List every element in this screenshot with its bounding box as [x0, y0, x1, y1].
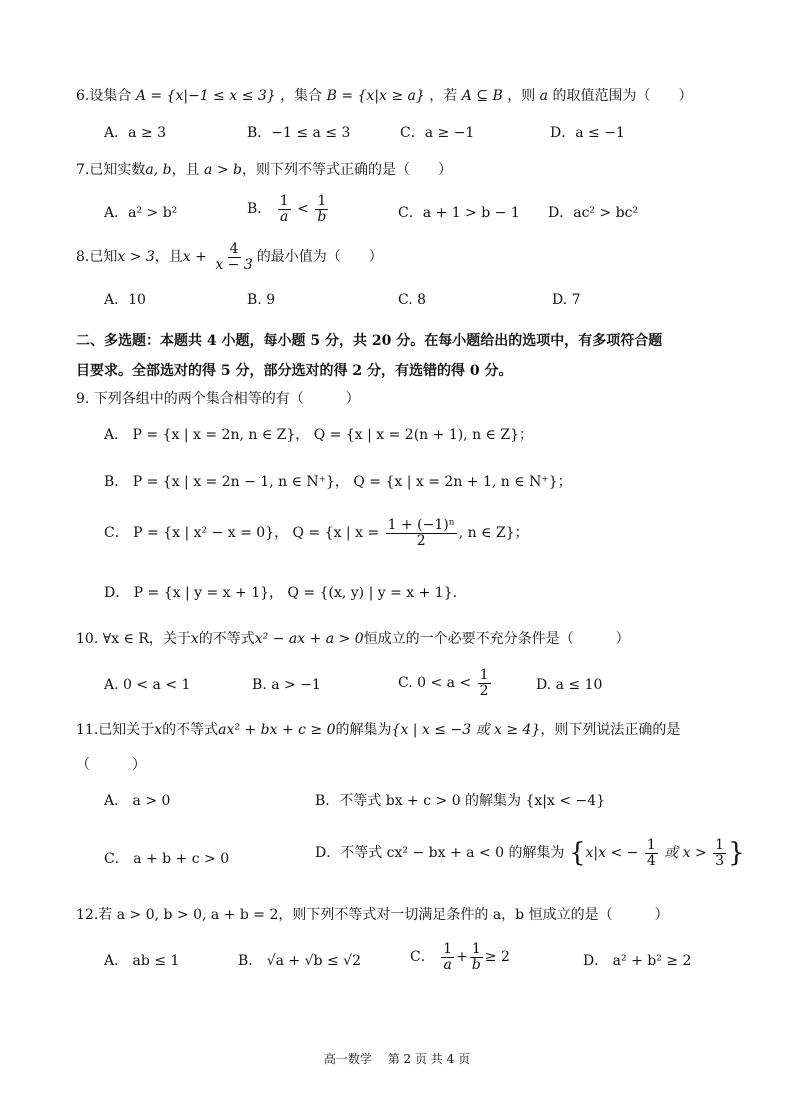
q12-option-d: D． a² + b² ≥ 2: [583, 953, 692, 969]
q7-option-c: C．a + 1 > b − 1: [398, 205, 520, 221]
q11-option-b: B．不等式 bx + c > 0 的解集为 {x|x < −4}: [315, 793, 606, 809]
q8-option-d: D. 7: [552, 292, 581, 308]
q10-fraction: $\frac{1}{2}$: [479, 667, 489, 699]
q11-option-c: C． a + b + c > 0: [104, 851, 230, 867]
q6-option-c: C．a ≥ −1: [400, 125, 475, 141]
q8-fraction: $\frac{4}{x - 3}$: [215, 241, 253, 273]
q6-option-b: B．−1 ≤ a ≤ 3: [247, 125, 351, 141]
q9-fraction: $\frac{\text{1 + (−1)ⁿ}}{2}$: [387, 517, 455, 549]
q7-option-a: A．a² > b²: [104, 205, 178, 221]
question-11-answer-paren: （ ）: [76, 757, 146, 773]
question-6-stem: 6.设集合 A = {x|−1 ≤ x ≤ 3} ，集合 B = {x|x ≥ a} ，若 A ⊆ B ，则 a 的取值范围为（ ）: [76, 88, 693, 104]
question-12-stem: 12.若 a > 0, b > 0, a + b = 2，则下列不等式对一切满足条件的 a，b 恒成立的是（ ）: [76, 907, 669, 923]
q8-option-b: B. 9: [247, 292, 276, 308]
q9-option-b: B． P = {x | x = 2n − 1, n ∈ N⁺}， Q = {x | x = 2n + 1, n ∈ N⁺}；: [104, 474, 572, 490]
question-11-stem: 11.已知关于x的不等式ax² + bx + c ≥ 0的解集为{x | x ≤ −3 或 x ≥ 4}，则下列说法正确的是: [76, 722, 681, 738]
section-2-heading-line-1: 二、多选题：本题共 4 小题，每小题 5 分，共 20 分。在每小题给出的选项中，有多项符合题: [76, 333, 663, 349]
q10-option-b: B. a > −1: [252, 677, 321, 693]
q6-option-d: D．a ≤ −1: [550, 125, 625, 141]
q9-option-a: A． P = {x | x = 2n, n ∈ Z}， Q = {x | x = 2(n + 1), n ∈ Z}；: [104, 427, 534, 443]
q11-fraction-2: $\frac{1}{3}$: [715, 837, 725, 869]
q6-set-a: A = {x|−1 ≤ x ≤ 3}: [135, 88, 276, 104]
q7-option-d: D．ac² > bc²: [548, 205, 639, 221]
q7-option-b: B． $\frac{1}{a}$ < $\frac{1}{b}$: [247, 193, 327, 225]
question-10-stem: 10. ∀x ∈ R，关于x的不等式x² − ax + a > 0恒成立的一个必要不充分条件是（ ）: [76, 631, 630, 647]
section-2-heading-line-2: 目要求。全部选对的得 5 分，部分选对的得 2 分，有选错的得 0 分。: [76, 363, 513, 379]
q11-fraction-1: $\frac{1}{4}$: [646, 837, 656, 869]
q7-fraction-1: $\frac{1}{a}$: [279, 193, 289, 225]
q10-option-a: A. 0 < a < 1: [104, 677, 191, 693]
question-8-stem: 8.已知x > 3，且x + $\frac{4}{x - 3}$ 的最小值为（ ）: [76, 241, 383, 273]
q10-option-d: D. a ≤ 10: [536, 677, 603, 693]
q12-option-c: C． $\frac{1}{a}$ + $\frac{1}{b}$ ≥ 2: [410, 941, 510, 973]
question-9-stem: 9. 下列各组中的两个集合相等的有（ ）: [76, 391, 360, 407]
q12-fraction-2: $\frac{1}{b}$: [471, 941, 481, 973]
q12-option-b: B． √a + √b ≤ √2: [238, 953, 361, 969]
q6-set-b: B = {x|x ≥ a}: [326, 88, 425, 104]
q10-option-c: C. 0 < a < $\frac{1}{2}$: [398, 667, 489, 699]
q7-fraction-2: $\frac{1}{b}$: [317, 193, 327, 225]
q8-option-c: C. 8: [398, 292, 427, 308]
question-7-stem: 7.已知实数a, b，且 a > b，则下列不等式正确的是（ ）: [76, 162, 452, 178]
q12-option-a: A． ab ≤ 1: [104, 953, 180, 969]
page-footer: 高一数学 第 2 页 共 4 页: [323, 1052, 471, 1066]
q9-option-c: C． P = {x | x² − x = 0}， Q = {x | x = $\frac{\text{1 + (−1)ⁿ}}{2}$ , n ∈ Z}；: [104, 517, 529, 549]
q12-fraction-1: $\frac{1}{a}$: [443, 941, 453, 973]
q8-option-a: A．10: [104, 292, 146, 308]
q11-option-d: D．不等式 cx² − bx + a < 0 的解集为 {x|x < − $\frac{1}{4}$ 或 x > $\frac{1}{3}$ }: [315, 837, 745, 869]
q11-option-a: A． a > 0: [104, 793, 171, 809]
q9-option-d: D． P = {x | y = x + 1}， Q = {(x, y) | y = x + 1}．: [104, 585, 467, 601]
q6-option-a: A．a ≥ 3: [104, 125, 166, 141]
